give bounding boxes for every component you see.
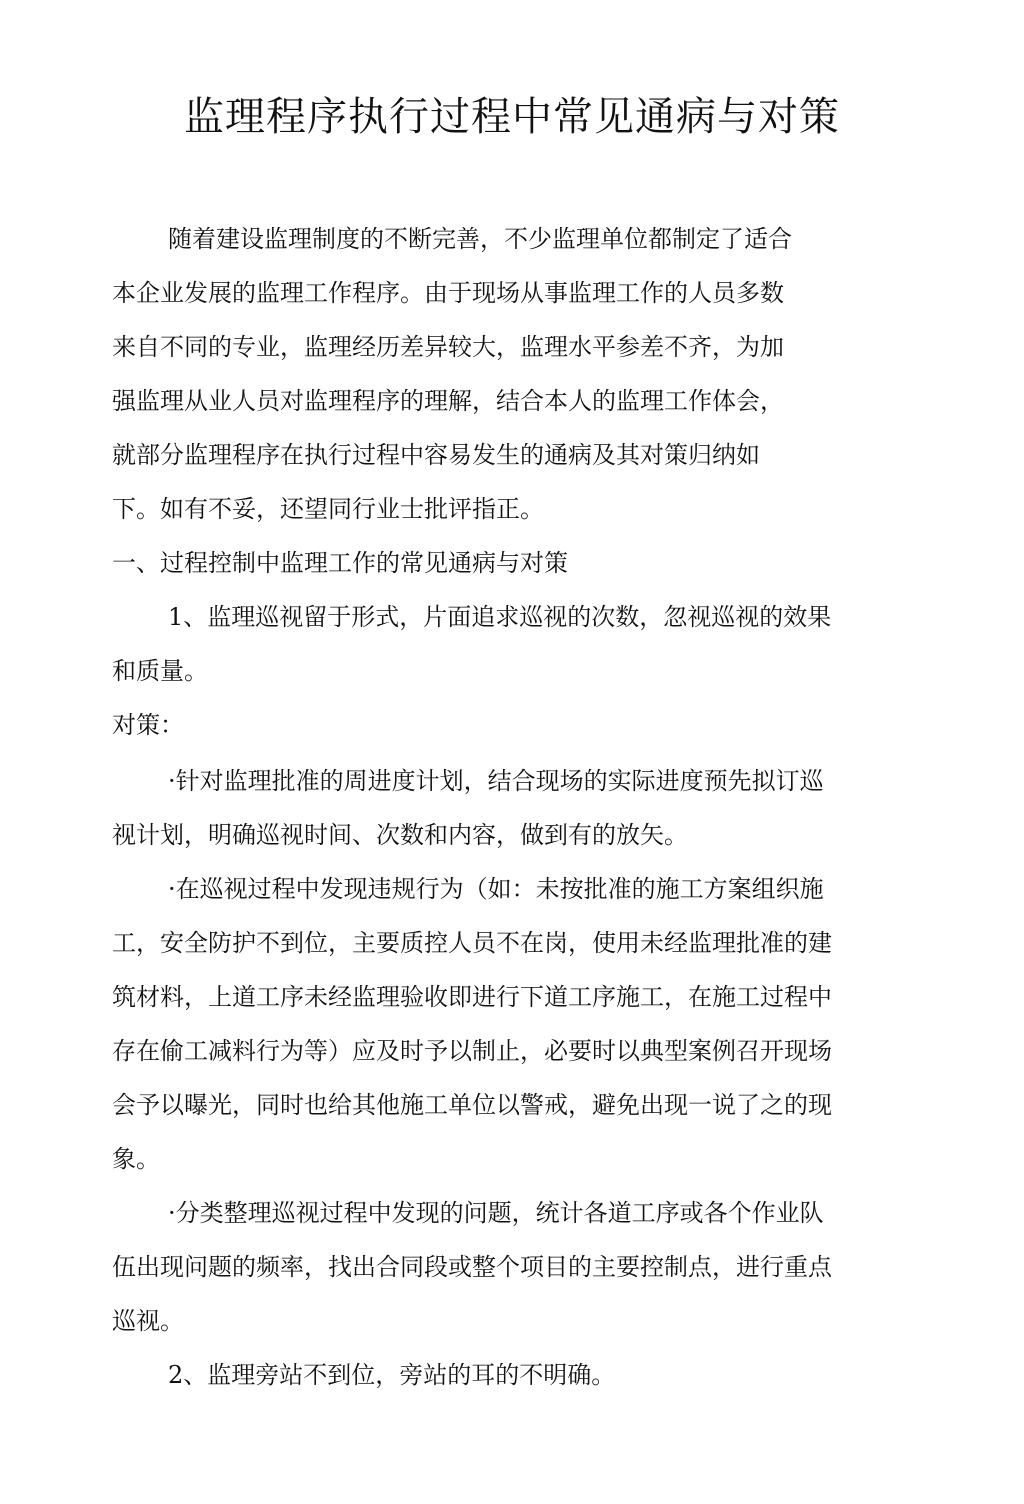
paragraph-line: 存在偷工减料行为等）应及时予以制止，必要时以典型案例召开现场	[112, 1037, 832, 1065]
paragraph-line: 工，安全防护不到位，主要质控人员不在岗，使用未经监理批准的建	[112, 929, 832, 957]
paragraph-line: 和质量。	[112, 657, 208, 685]
paragraph-line: 强监理从业人员对监理程序的理解，结合本人的监理工作体会，	[112, 387, 784, 415]
paragraph-line: 象。	[112, 1145, 160, 1173]
paragraph-line: 随着建设监理制度的不断完善，不少监理单位都制定了适合	[168, 225, 792, 253]
section-heading: 一、过程控制中监理工作的常见通病与对策	[112, 549, 568, 577]
paragraph-line: 就部分监理程序在执行过程中容易发生的通病及其对策归纳如	[112, 441, 760, 469]
document-title: 监理程序执行过程中常见通病与对策	[184, 94, 840, 140]
paragraph-line: 巡视。	[112, 1307, 184, 1335]
bullet-item: ·分类整理巡视过程中发现的问题，统计各道工序或各个作业队	[168, 1199, 824, 1227]
paragraph-line: 下。如有不妥，还望同行业士批评指正。	[112, 495, 544, 523]
numbered-item: 2、监理旁站不到位，旁站的耳的不明确。	[168, 1361, 616, 1389]
paragraph-line: 视计划，明确巡视时间、次数和内容，做到有的放矢。	[112, 821, 688, 849]
bullet-item: ·针对监理批准的周进度计划，结合现场的实际进度预先拟订巡	[168, 767, 824, 795]
paragraph-line: 本企业发展的监理工作程序。由于现场从事监理工作的人员多数	[112, 279, 784, 307]
paragraph-line: 伍出现问题的频率，找出合同段或整个项目的主要控制点，进行重点	[112, 1253, 832, 1281]
paragraph-line: 筑材料，上道工序未经监理验收即进行下道工序施工，在施工过程中	[112, 983, 832, 1011]
bullet-item: ·在巡视过程中发现违规行为（如：未按批准的施工方案组织施	[168, 875, 824, 903]
paragraph-line: 会予以曝光，同时也给其他施工单位以警戒，避免出现一说了之的现	[112, 1091, 832, 1119]
paragraph-line: 来自不同的专业，监理经历差异较大，监理水平参差不齐，为加	[112, 333, 784, 361]
numbered-item: 1、监理巡视留于形式，片面追求巡视的次数，忽视巡视的效果	[168, 603, 832, 631]
countermeasure-label: 对策：	[112, 711, 184, 739]
